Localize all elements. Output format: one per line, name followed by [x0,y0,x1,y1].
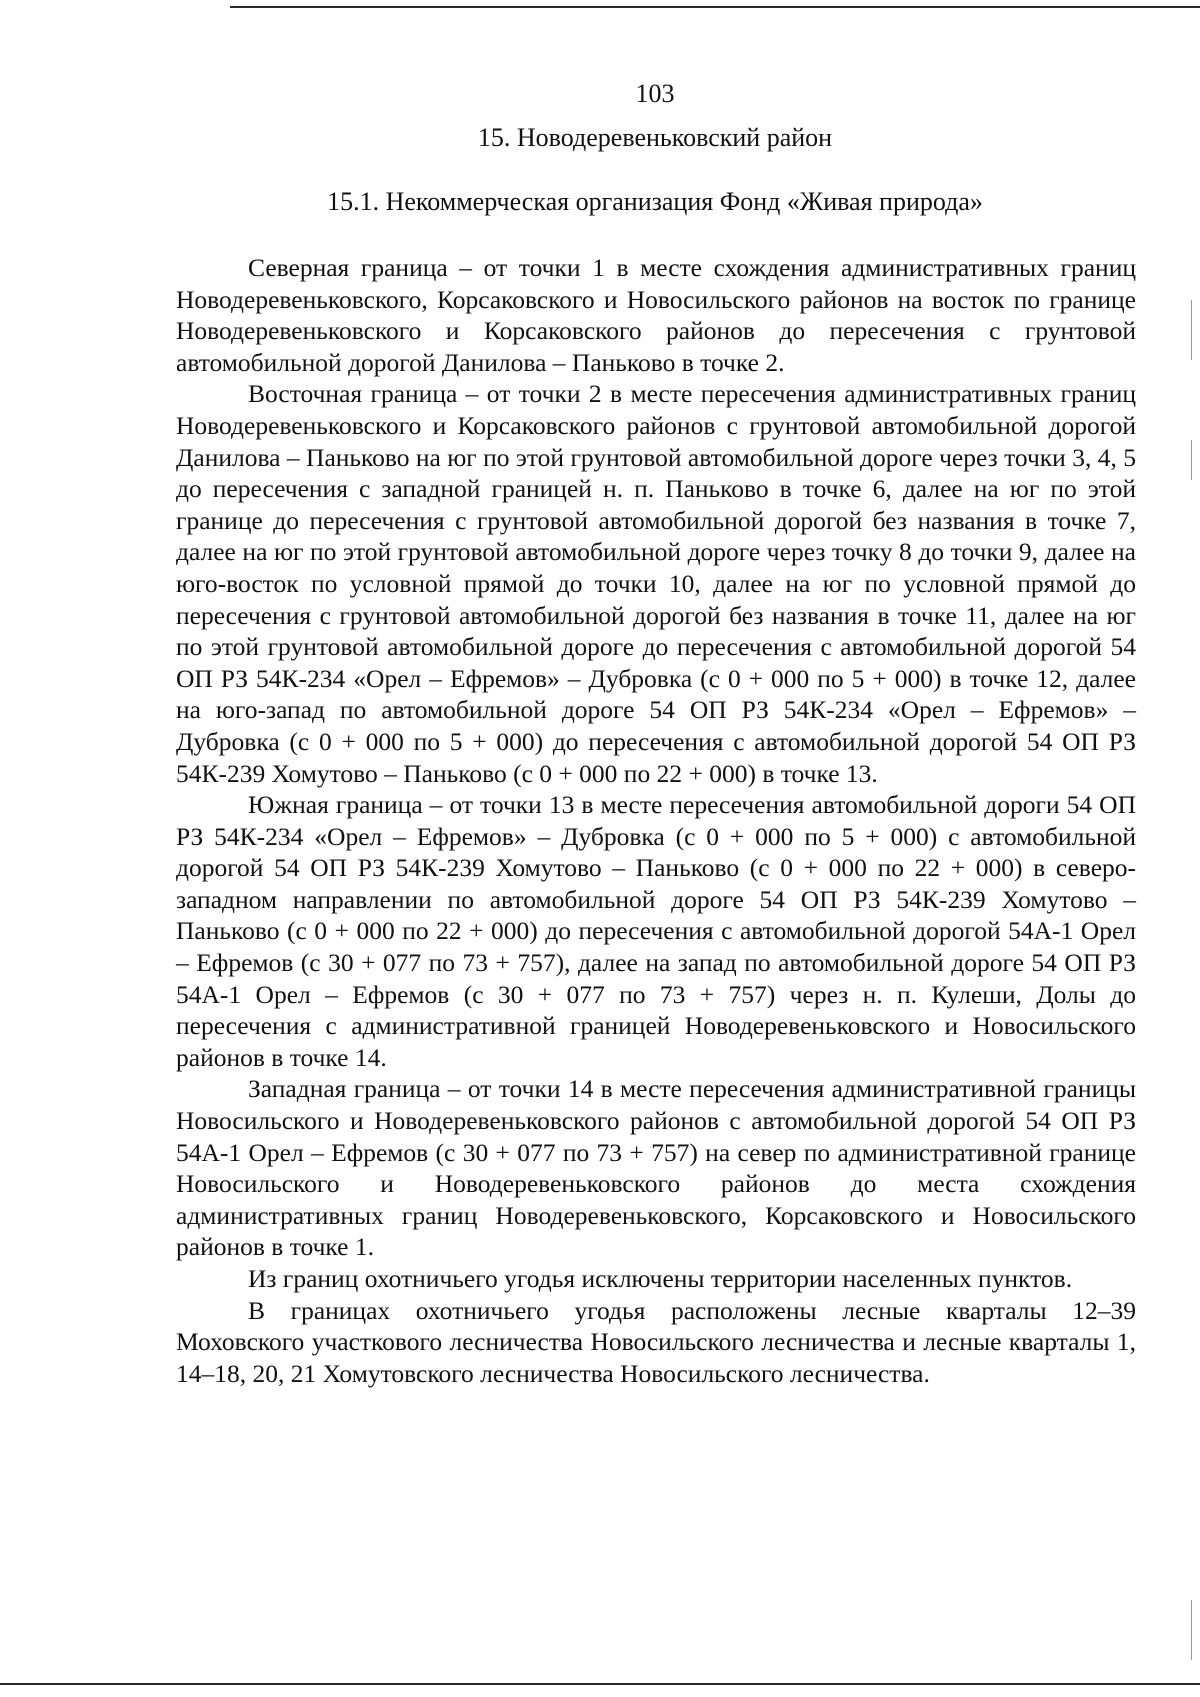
scan-margin-mark [1191,1600,1192,1660]
paragraph-eastern-border: Восточная граница – от точки 2 в месте пересечения административных границ Новодеревеньковского и Корсаковского районов с грунтовой автомобильной дорогой Данилова – Паньково на юг по этой грунтовой автомобильной дороге через точки 3, 4, 5 до пересечения с западной границей н. п. Паньково в точке 6, далее на юг по этой границе до пересечения с грунтовой автомобильной дорогой без названия в точке 7, далее на юг по этой грунтовой автомобильной дороге через точку 8 до точки 9, далее на юго-восток по условной прямой до точки 10, далее на юг по условной прямой до пересечения с грунтовой автомобильной дорогой без названия в точке 11, далее на юг по этой грунтовой автомобильной дороге до пересечения с автомобильной дорогой 54 ОП РЗ 54К-234 «Орел – Ефремов» – Дубровка (с 0 + 000 по 5 + 000) в точке 12, далее на юго-запад по автомобильной дороге 54 ОП РЗ 54К-234 «Орел – Ефремов» – Дубровка (с 0 + 000 по 5 + 000) до пересечения с автомобильной дорогой 54 ОП РЗ 54К-239 Хомутово – Паньково (с 0 + 000 по 22 + 000) в точке 13. [176,379,1136,788]
document-body [176,252,1136,1389]
scan-border-bottom [0,1683,1200,1685]
scan-border-top [230,6,1200,8]
scan-margin-mark [1191,300,1192,360]
paragraph-forest-quarters: В границах охотничьего угодья расположены лесные кварталы 12–39 Моховского участкового лесничества Новосильского лесничества и лесные кварталы 1, 14–18, 20, 21 Хомутовского лесничества Новосильского лесничества. [176,1295,1136,1388]
paragraph-northern-border: Северная граница – от точки 1 в месте схождения административных границ Новодеревеньковского, Корсаковского и Новосильского районов на восток по границе Новодеревеньковского и Корсаковского районов до пересечения с грунтовой автомобильной дорогой Данилова – Паньково в точке 2. [176,253,1136,377]
paragraph-western-border: Западная граница – от точки 14 в месте пересечения административной границы Новосильского и Новодеревеньковского районов с автомобильной дорогой 54 ОП РЗ 54А-1 Орел – Ефремов (с 30 + 077 по 73 + 757) на север по административной границе Новосильского и Новодеревеньковского районов до места схождения административных границ Новодеревеньковского, Корсаковского и Новосильского районов в точке 1. [176,1074,1136,1262]
paragraph-southern-border: Южная граница – от точки 13 в месте пересечения автомобильной дороги 54 ОП РЗ 54К-234 «Орел – Ефремов» – Дубровка (с 0 + 000 по 5 + 000) с автомобильной дорогой 54 ОП РЗ 54К-239 Хомутово – Паньково (с 0 + 000 по 22 + 000) в северо-западном направлении по автомобильной дороге 54 ОП РЗ 54К-239 Хомутово – Паньково (с 0 + 000 по 22 + 000) до пересечения с автомобильной дорогой 54А-1 Орел – Ефремов (с 30 + 077 по 73 + 757), далее на запад по автомобильной дороге 54 ОП РЗ 54А-1 Орел – Ефремов (с 30 + 077 по 73 + 757) через н. п. Кулеши, Долы до пересечения с административной границей Новодеревеньковского и Новосильского районов в точке 14. [176,790,1136,1072]
subsection-title: 15.1. Некоммерческая организация Фонд «Живая природа» [327,187,983,216]
section-title: 15. Новодеревеньковский район [477,123,833,152]
scan-margin-mark [1191,440,1192,480]
paragraph-exclusions: Из границ охотничьего угодья исключены территории населенных пунктов. [248,1264,1073,1293]
page-number: 103 [635,79,675,108]
